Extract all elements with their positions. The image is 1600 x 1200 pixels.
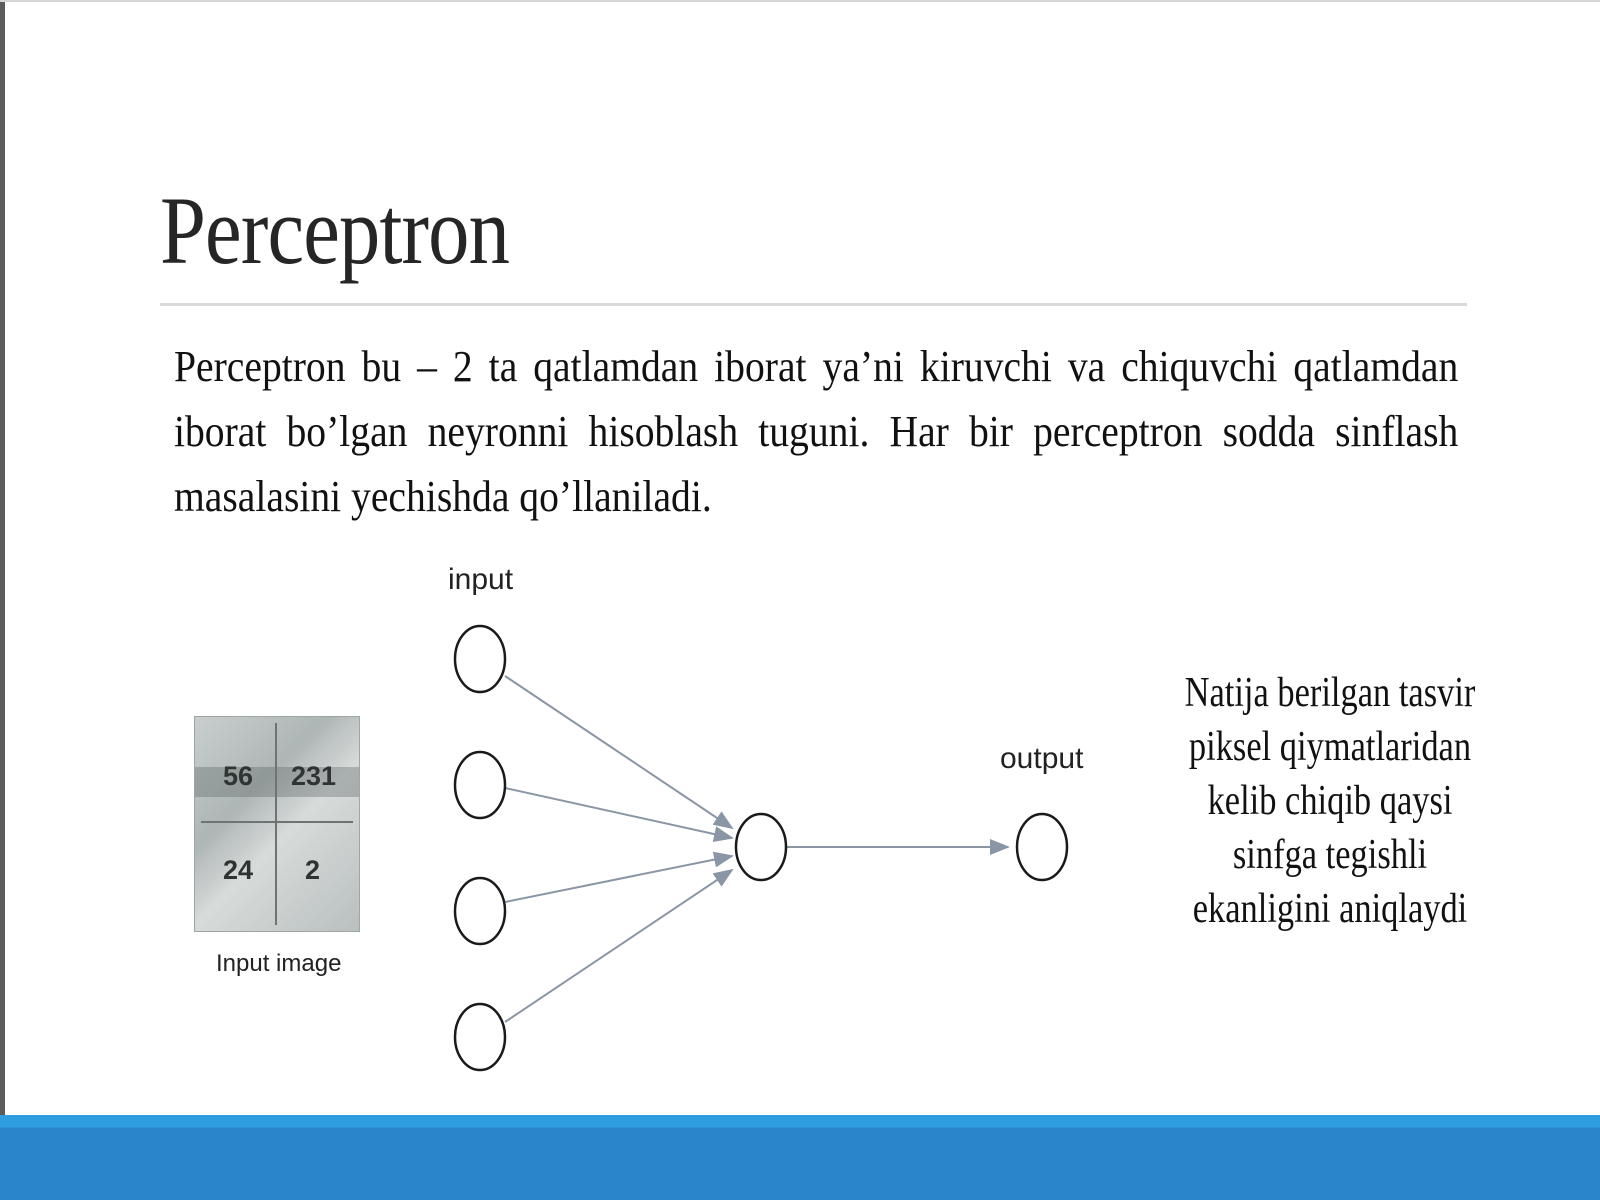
output-layer-label: output (1000, 742, 1084, 775)
input-node-2 (455, 752, 505, 818)
edge-input-2 (505, 788, 732, 838)
input-node-4 (455, 1004, 505, 1070)
pixel-value: 24 (223, 855, 254, 885)
input-node-3 (455, 878, 505, 944)
pixel-value: 2 (305, 855, 321, 885)
body-paragraph: Perceptron bu – 2 ta qatlamdan iborat ya’ni kiruvchi va chiquvchi qatlamdan iborat bo’lgan neyronni hisoblash tuguni. Har bir perceptron sodda sinflash masalasini yechishda qo’llaniladi. (174, 342, 1459, 521)
input-node-1 (455, 626, 505, 692)
edge-input-3 (505, 856, 732, 902)
edge-input-4 (505, 870, 732, 1022)
input-image-caption: Input image (216, 950, 342, 977)
footer-band (0, 1115, 1600, 1200)
summation-node (736, 814, 786, 880)
output-node (1017, 814, 1067, 880)
edge-input-1 (505, 676, 732, 828)
input-layer-label: input (448, 563, 514, 596)
pixel-value: 56 (223, 761, 254, 791)
slide-title: Perceptron (160, 177, 510, 284)
pixel-value: 231 (291, 761, 337, 791)
result-explanation: Natija berilgan tasvir piksel qiymatlaridan kelib chiqib qaysi sinfga tegishli ekanligini aniqlaydi (1184, 670, 1476, 932)
